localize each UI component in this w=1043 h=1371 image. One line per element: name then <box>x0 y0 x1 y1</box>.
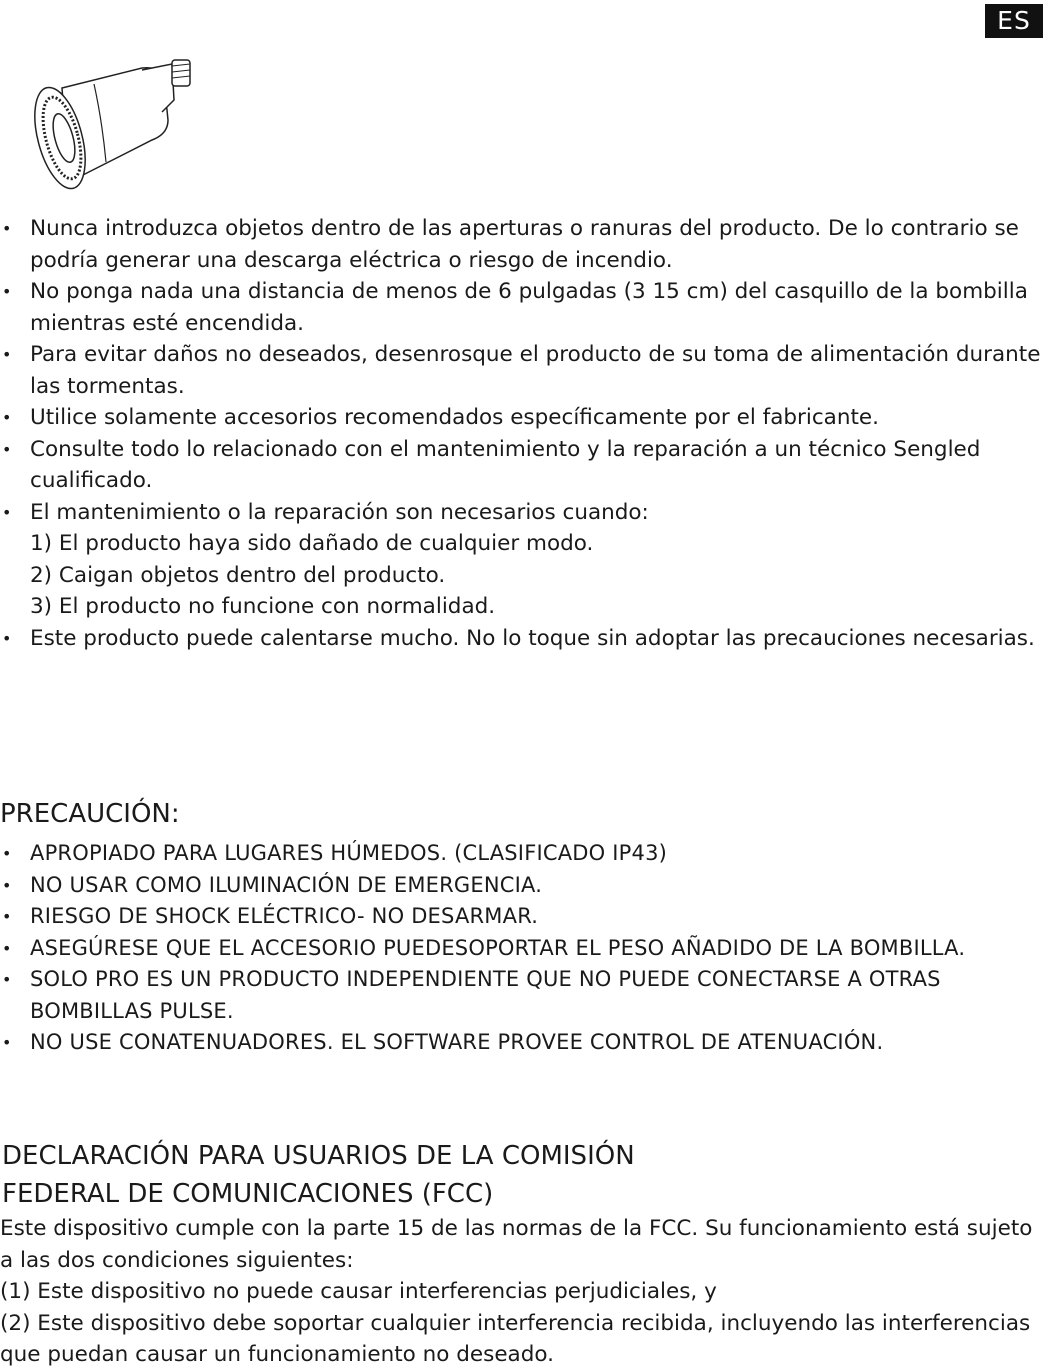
list-item <box>0 497 1043 623</box>
list-item: • Este producto puede calentarse mucho. No lo toque sin adoptar las precauciones necesarias. <box>0 623 1043 655</box>
list-item: • Utilice solamente accesorios recomendados específicamente por el fabricante. <box>0 402 1043 434</box>
safety-bullet-list <box>0 213 1043 654</box>
fcc-intro: Este dispositivo cumple con la parte 15 de las normas de la FCC. Su funcionamiento está sujeto a las dos condiciones siguientes: <box>0 1216 1033 1273</box>
fcc-heading-line: FEDERAL DE COMUNICACIONES (FCC) <box>2 1179 494 1209</box>
fcc-statement <box>0 1213 1040 1371</box>
list-item: 3) El producto no funcione con normalidad. <box>30 594 496 619</box>
list-item: 1) El producto haya sido dañado de cualquier modo. <box>30 531 594 556</box>
fcc-condition: (1) Este dispositivo no puede causar interferencias perjudiciales, y <box>0 1279 717 1304</box>
list-item: • ASEGÚRESE QUE EL ACCESORIO PUEDESOPORTAR EL PESO AÑADIDO DE LA BOMBILLA. <box>0 933 1043 965</box>
list-item: • Para evitar daños no deseados, desenrosque el producto de su toma de alimentación durante las tormentas. <box>0 339 1043 402</box>
list-item: • NO USE CONATENUADORES. EL SOFTWARE PROVEE CONTROL DE ATENUACIÓN. <box>0 1027 1043 1059</box>
list-item: • NO USAR COMO ILUMINACIÓN DE EMERGENCIA. <box>0 870 1043 902</box>
list-item: • RIESGO DE SHOCK ELÉCTRICO- NO DESARMAR. <box>0 901 1043 933</box>
list-item: • APROPIADO PARA LUGARES HÚMEDOS. (CLASIFICADO IP43) <box>0 838 1043 870</box>
caution-list <box>0 838 1043 1059</box>
list-item: • Nunca introduzca objetos dentro de las aperturas o ranuras del producto. De lo contrario se podría generar una descarga eléctrica o riesgo de incendio. <box>0 213 1043 276</box>
light-bulb-speaker-illustration <box>22 50 197 190</box>
list-item: • SOLO PRO ES UN PRODUCTO INDEPENDIENTE QUE NO PUEDE CONECTARSE A OTRAS BOMBILLAS PULSE. <box>0 964 1043 1027</box>
fcc-heading-line: DECLARACIÓN PARA USUARIOS DE LA COMISIÓN <box>2 1141 635 1171</box>
list-item: 2) Caigan objetos dentro del producto. <box>30 562 446 588</box>
list-item-text: El mantenimiento o la reparación son necesarios cuando: <box>30 499 649 525</box>
fcc-condition: (2) Este dispositivo debe soportar cualquier interferencia recibida, incluyendo las interferencias que puedan causar un funcionamiento no deseado. <box>0 1310 1031 1367</box>
maintenance-cases-list <box>30 528 1043 623</box>
fcc-heading <box>2 1137 1002 1213</box>
language-badge: ES <box>985 4 1043 38</box>
list-item: • No ponga nada una distancia de menos de 6 pulgadas (3 15 cm) del casquillo de la bombilla mientras esté encendida. <box>0 276 1043 339</box>
caution-heading: PRECAUCIÓN: <box>0 799 180 829</box>
list-item: • Consulte todo lo relacionado con el mantenimiento y la reparación a un técnico Sengled cualificado. <box>0 434 1043 497</box>
